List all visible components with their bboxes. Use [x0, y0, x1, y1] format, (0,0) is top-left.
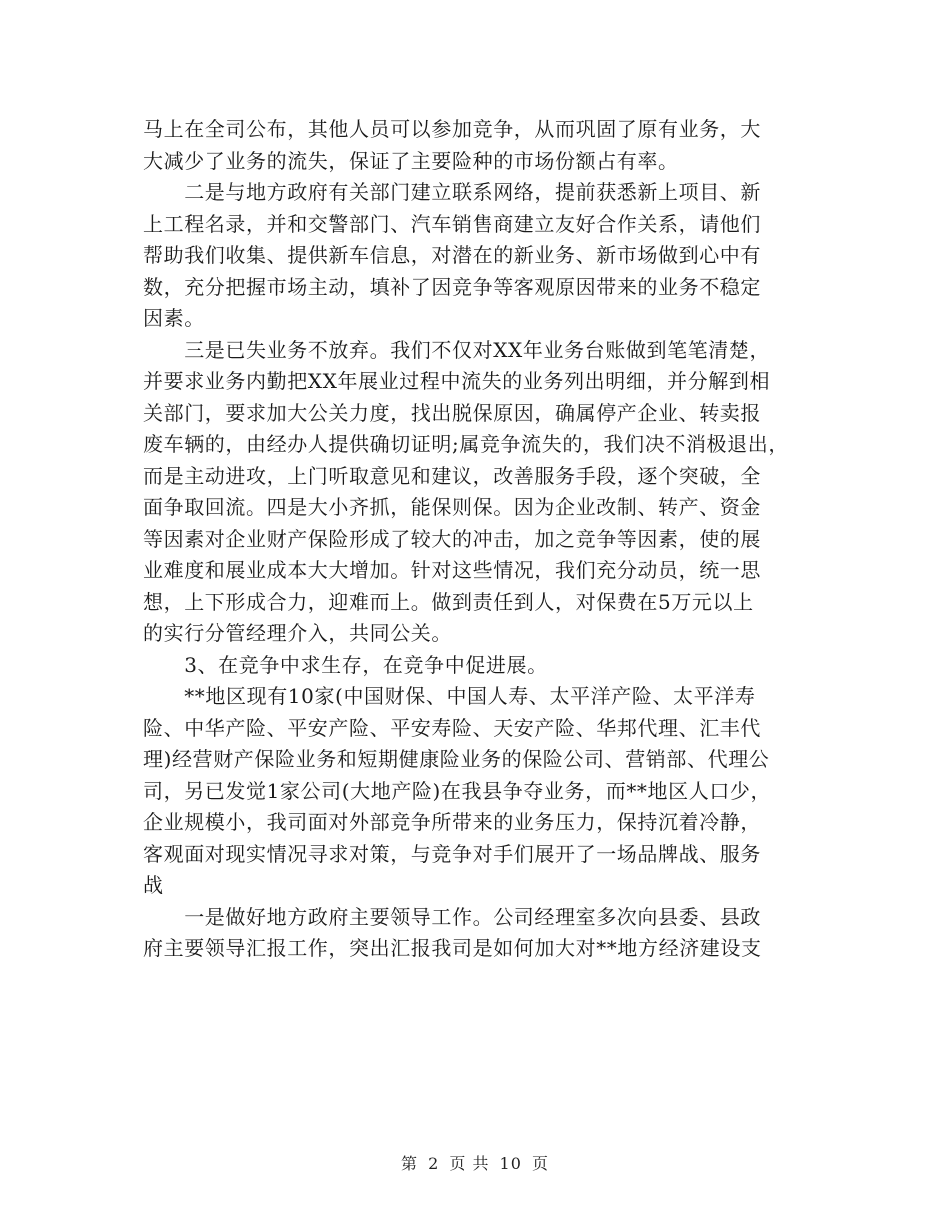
text-line: 帮助我们收集、提供新车信息，对潜在的新业务、新市场做到心中有 — [143, 243, 761, 267]
text-line: 等因素对企业财产保险形成了较大的冲击，加之竞争等因素，使的展 — [143, 526, 761, 551]
current-page-number: 2 — [428, 1154, 440, 1173]
text-line: 的实行分管经理介入，共同公关。 — [143, 621, 452, 645]
footer-suffix: 页 — [532, 1154, 550, 1173]
text-line: 上工程名录，并和交警部门、汽车销售商建立友好合作关系，请他们 — [143, 211, 761, 236]
text-line: 理)经营财产保险业务和短期健康险业务的保险公司、营销部、代理公 — [143, 747, 770, 771]
text-line: 险、中华产险、平安产险、平安寿险、天安产险、华邦代理、汇丰代 — [143, 715, 761, 740]
text-line: 并要求业务内勤把XX年展业过程中流失的业务列出明细，并分解到相 — [143, 369, 771, 393]
text-line: 因素。 — [143, 306, 205, 330]
text-line: 想，上下形成合力，迎难而上。做到责任到人，对保费在5万元以上 — [143, 589, 754, 614]
text-line: 大减少了业务的流失，保证了主要险种的市场份额占有率。 — [143, 148, 679, 173]
text-line: 数，充分把握市场主动，填补了因竞争等客观原因带来的业务不稳定 — [143, 274, 761, 299]
total-page-count: 10 — [499, 1154, 522, 1173]
footer-middle: 页 共 — [449, 1154, 490, 1173]
text-line: 一是做好地方政府主要领导工作。公司经理室多次向县委、县政 — [143, 904, 761, 929]
text-line: 客观面对现实情况寻求对策，与竞争对手们展开了一场品牌战、服务 — [143, 841, 761, 866]
text-line: 二是与地方政府有关部门建立联系网络，提前获悉新上项目、新 — [143, 180, 761, 204]
text-line: 三是已失业务不放弃。我们不仅对XX年业务台账做到笔笔清楚， — [143, 337, 771, 362]
text-line: 府主要领导汇报工作，突出汇报我司是如何加大对**地方经济建设支 — [143, 936, 762, 960]
text-line: 司，另已发觉1家公司(大地产险)在我县争夺业务，而**地区人口少， — [143, 778, 772, 803]
text-line: 战 — [143, 873, 164, 897]
text-line: 3、在竞争中求生存，在竞争中促进展。 — [143, 652, 548, 677]
text-line: 面争取回流。四是大小齐抓，能保则保。因为企业改制、转产、资金 — [143, 495, 761, 519]
text-line: **地区现有10家(中国财保、中国人寿、太平洋产险、太平洋寿 — [143, 684, 756, 708]
text-line: 废车辆的，由经办人提供确切证明;属竞争流失的，我们决不消极退出， — [143, 432, 789, 456]
text-line: 关部门，要求加大公关力度，找出脱保原因，确属停产企业、转卖报 — [143, 400, 761, 425]
text-line: 业难度和展业成本大大增加。针对这些情况，我们充分动员，统一思 — [143, 558, 761, 582]
page-footer — [0, 1154, 950, 1174]
text-line: 而是主动进攻，上门听取意见和建议，改善服务手段，逐个突破，全 — [143, 463, 761, 488]
text-line: 企业规模小，我司面对外部竞争所带来的业务压力，保持沉着冷静， — [143, 810, 761, 834]
text-line: 马上在全司公布，其他人员可以参加竞争，从而巩固了原有业务，大 — [143, 117, 761, 141]
footer-prefix: 第 — [400, 1154, 418, 1173]
